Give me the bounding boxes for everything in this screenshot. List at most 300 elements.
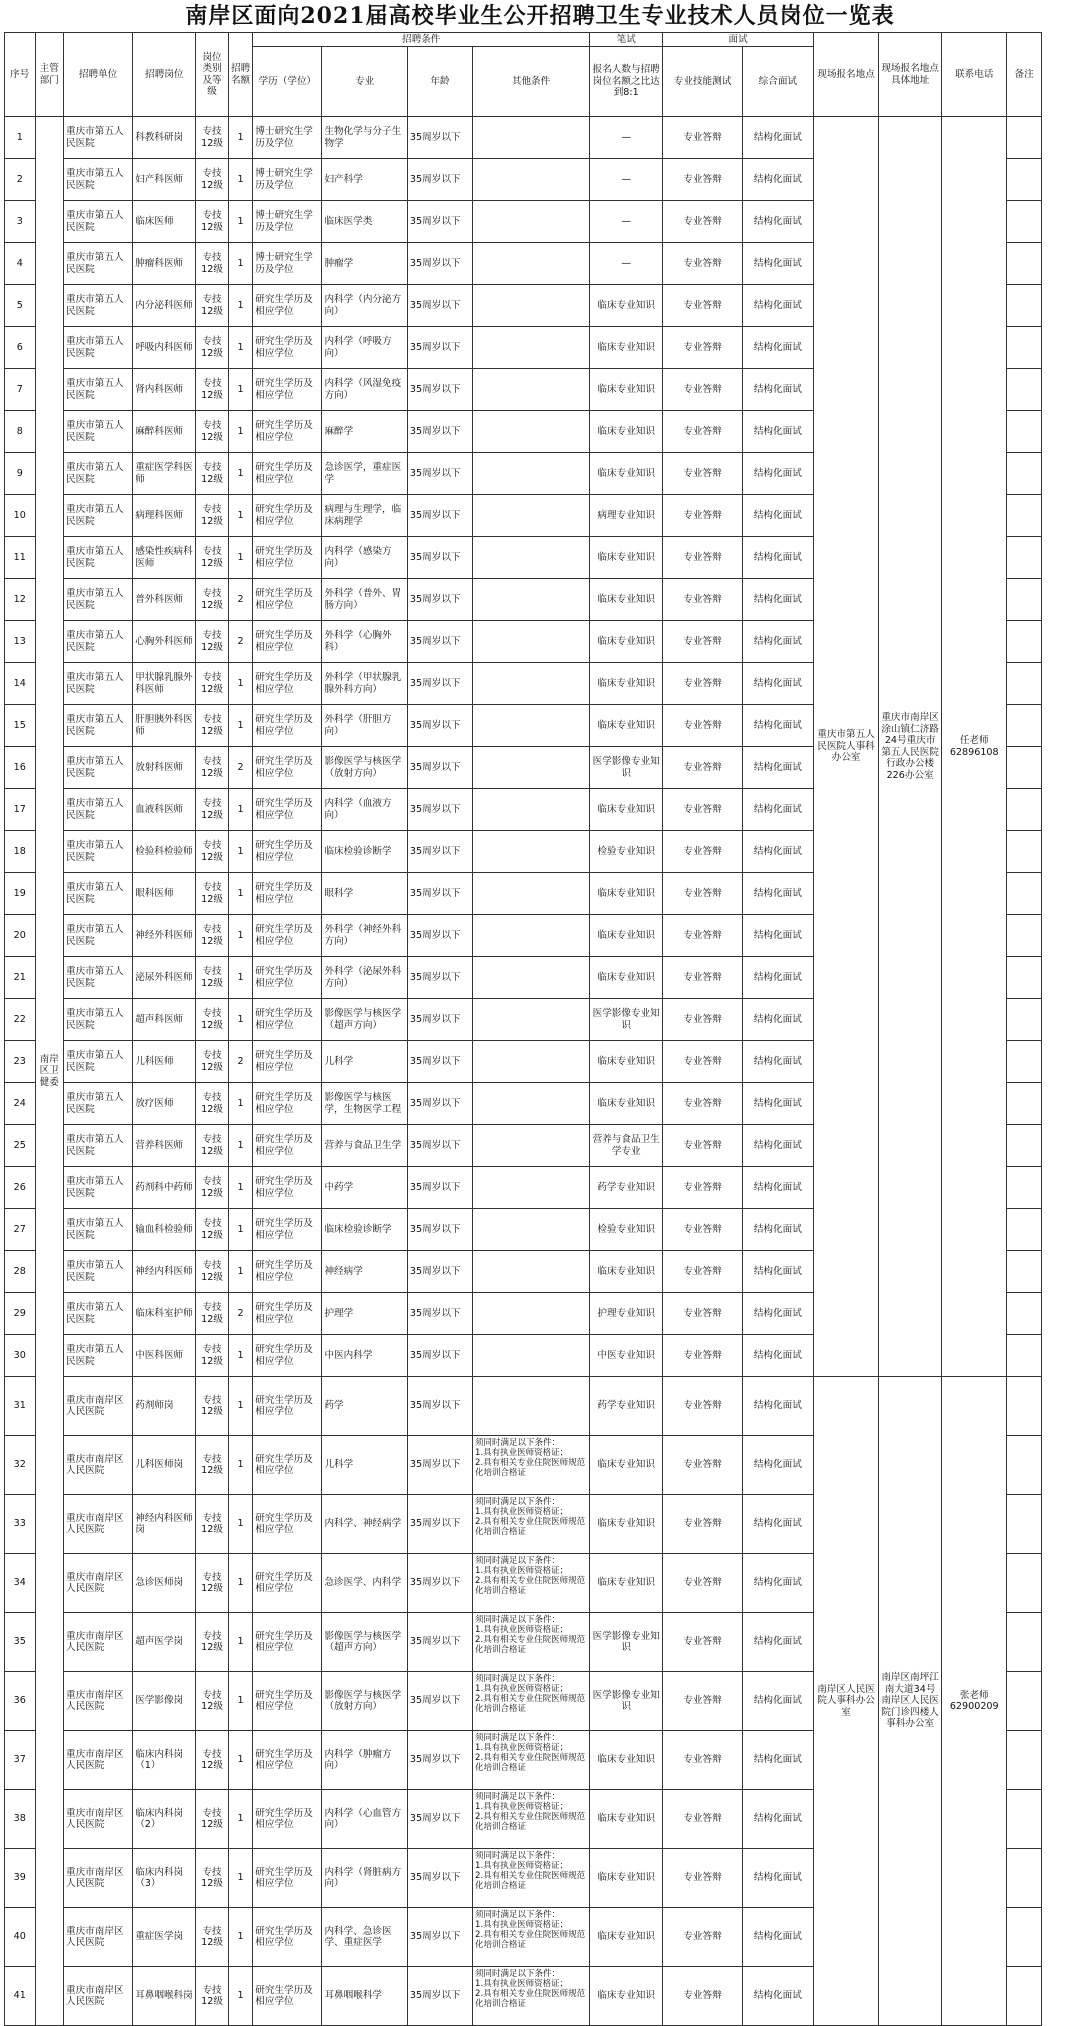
quota-cell: 1 <box>228 201 252 243</box>
other-conditions-cell <box>473 789 590 831</box>
major-cell: 急诊医学，重症医学 <box>322 453 407 495</box>
unit-cell: 重庆市第五人民医院 <box>64 327 133 369</box>
skill-test-cell: 专业答辩 <box>663 1967 742 2026</box>
row-number: 23 <box>5 1041 36 1083</box>
category-cell: 专技12级 <box>196 831 229 873</box>
education-cell: 研究生学历及相应学位 <box>253 1335 322 1377</box>
comprehensive-interview-cell: 结构化面试 <box>742 1908 813 1967</box>
age-cell: 35周岁以下 <box>407 831 472 873</box>
post-cell: 营养科医师 <box>133 1125 196 1167</box>
unit-cell: 重庆市南岸区人民医院 <box>64 1790 133 1849</box>
other-conditions-cell <box>473 705 590 747</box>
written-exam-cell: 临床专业知识 <box>590 453 663 495</box>
remark-cell <box>1007 873 1042 915</box>
age-cell: 35周岁以下 <box>407 1554 472 1613</box>
age-cell: 35周岁以下 <box>407 201 472 243</box>
major-cell: 内科学（血液方向） <box>322 789 407 831</box>
post-cell: 妇产科医师 <box>133 159 196 201</box>
major-cell: 妇产科学 <box>322 159 407 201</box>
category-cell: 专技12级 <box>196 1849 229 1908</box>
row-number: 28 <box>5 1251 36 1293</box>
category-cell: 专技12级 <box>196 537 229 579</box>
skill-test-cell: 专业答辩 <box>663 243 742 285</box>
category-cell: 专技12级 <box>196 1967 229 2026</box>
other-conditions-cell: 须同时满足以下条件： 1.具有执业医师资格证； 2.具有相关专业住院医师规范化培训合格证 <box>473 1436 590 1495</box>
major-cell: 内科学（呼吸方向） <box>322 327 407 369</box>
comprehensive-interview-cell: 结构化面试 <box>742 453 813 495</box>
unit-cell: 重庆市第五人民医院 <box>64 873 133 915</box>
row-number: 3 <box>5 201 36 243</box>
major-cell: 内科学、神经病学 <box>322 1495 407 1554</box>
education-cell: 研究生学历及相应学位 <box>253 915 322 957</box>
quota-cell: 2 <box>228 1041 252 1083</box>
category-cell: 专技12级 <box>196 663 229 705</box>
row-number: 30 <box>5 1335 36 1377</box>
post-cell: 神经外科医师 <box>133 915 196 957</box>
remark-cell <box>1007 1908 1042 1967</box>
education-cell: 研究生学历及相应学位 <box>253 1167 322 1209</box>
row-number: 6 <box>5 327 36 369</box>
category-cell: 专技12级 <box>196 411 229 453</box>
written-exam-cell: 护理专业知识 <box>590 1293 663 1335</box>
other-conditions-cell <box>473 327 590 369</box>
quota-cell: 1 <box>228 1967 252 2026</box>
skill-test-cell: 专业答辩 <box>663 327 742 369</box>
unit-cell: 重庆市第五人民医院 <box>64 705 133 747</box>
unit-cell: 重庆市第五人民医院 <box>64 789 133 831</box>
other-conditions-cell <box>473 1251 590 1293</box>
quota-cell: 1 <box>228 159 252 201</box>
remark-cell <box>1007 1672 1042 1731</box>
major-cell: 临床检验诊断学 <box>322 1209 407 1251</box>
row-number: 20 <box>5 915 36 957</box>
row-number: 40 <box>5 1908 36 1967</box>
unit-cell: 重庆市第五人民医院 <box>64 915 133 957</box>
comprehensive-interview-cell: 结构化面试 <box>742 621 813 663</box>
major-cell: 内科学（风湿免疫方向） <box>322 369 407 411</box>
written-exam-cell: 临床专业知识 <box>590 1083 663 1125</box>
major-cell: 外科学（神经外科方向） <box>322 915 407 957</box>
unit-cell: 重庆市南岸区人民医院 <box>64 1672 133 1731</box>
major-cell: 中药学 <box>322 1167 407 1209</box>
comprehensive-interview-cell: 结构化面试 <box>742 915 813 957</box>
written-exam-cell: 临床专业知识 <box>590 1790 663 1849</box>
skill-test-cell: 专业答辩 <box>663 579 742 621</box>
written-exam-cell: 临床专业知识 <box>590 621 663 663</box>
major-cell: 儿科学 <box>322 1041 407 1083</box>
comprehensive-interview-cell: 结构化面试 <box>742 201 813 243</box>
recruitment-table <box>4 32 1042 2026</box>
post-cell: 超声医学岗 <box>133 1613 196 1672</box>
remark-cell <box>1007 369 1042 411</box>
post-cell: 肝胆胰外科医师 <box>133 705 196 747</box>
quota-cell: 1 <box>228 327 252 369</box>
skill-test-cell: 专业答辩 <box>663 1083 742 1125</box>
education-cell: 研究生学历及相应学位 <box>253 873 322 915</box>
written-exam-cell: 医学影像专业知识 <box>590 1672 663 1731</box>
skill-test-cell: 专业答辩 <box>663 1335 742 1377</box>
skill-test-cell: 专业答辩 <box>663 1731 742 1790</box>
education-cell: 研究生学历及相应学位 <box>253 1672 322 1731</box>
age-cell: 35周岁以下 <box>407 159 472 201</box>
written-exam-cell: 检验专业知识 <box>590 831 663 873</box>
remark-cell <box>1007 915 1042 957</box>
other-conditions-cell <box>473 201 590 243</box>
row-number: 31 <box>5 1377 36 1436</box>
header-category: 岗位类别及等级 <box>196 33 229 117</box>
major-cell: 药学 <box>322 1377 407 1436</box>
quota-cell: 1 <box>228 411 252 453</box>
quota-cell: 1 <box>228 243 252 285</box>
site-cell: 南岸区人民医院人事科办公室 <box>813 1377 878 2026</box>
skill-test-cell: 专业答辩 <box>663 285 742 327</box>
unit-cell: 重庆市第五人民医院 <box>64 411 133 453</box>
unit-cell: 重庆市第五人民医院 <box>64 537 133 579</box>
education-cell: 研究生学历及相应学位 <box>253 537 322 579</box>
age-cell: 35周岁以下 <box>407 789 472 831</box>
remark-cell <box>1007 1554 1042 1613</box>
other-conditions-cell: 须同时满足以下条件： 1.具有执业医师资格证； 2.具有相关专业住院医师规范化培训合格证 <box>473 1908 590 1967</box>
row-number: 15 <box>5 705 36 747</box>
header-age: 年龄 <box>407 47 472 117</box>
other-conditions-cell <box>473 1167 590 1209</box>
quota-cell: 1 <box>228 1436 252 1495</box>
comprehensive-interview-cell: 结构化面试 <box>742 537 813 579</box>
phone-cell: 任老师62896108 <box>942 117 1007 1377</box>
post-cell: 临床内科岗（1） <box>133 1731 196 1790</box>
age-cell: 35周岁以下 <box>407 117 472 159</box>
age-cell: 35周岁以下 <box>407 1908 472 1967</box>
remark-cell <box>1007 663 1042 705</box>
remark-cell <box>1007 117 1042 159</box>
comprehensive-interview-cell: 结构化面试 <box>742 285 813 327</box>
comprehensive-interview-cell: 结构化面试 <box>742 957 813 999</box>
major-cell: 急诊医学、内科学 <box>322 1554 407 1613</box>
category-cell: 专技12级 <box>196 1083 229 1125</box>
skill-test-cell: 专业答辩 <box>663 1041 742 1083</box>
remark-cell <box>1007 1377 1042 1436</box>
other-conditions-cell <box>473 1377 590 1436</box>
major-cell: 内科学（内分泌方向） <box>322 285 407 327</box>
row-number: 19 <box>5 873 36 915</box>
remark-cell <box>1007 1125 1042 1167</box>
comprehensive-interview-cell: 结构化面试 <box>742 1377 813 1436</box>
written-exam-cell: 临床专业知识 <box>590 1495 663 1554</box>
age-cell: 35周岁以下 <box>407 663 472 705</box>
category-cell: 专技12级 <box>196 1554 229 1613</box>
header-seq: 序号 <box>5 33 36 117</box>
major-cell: 生物化学与分子生物学 <box>322 117 407 159</box>
skill-test-cell: 专业答辩 <box>663 117 742 159</box>
skill-test-cell: 专业答辩 <box>663 999 742 1041</box>
education-cell: 研究生学历及相应学位 <box>253 1293 322 1335</box>
skill-test-cell: 专业答辩 <box>663 201 742 243</box>
comprehensive-interview-cell: 结构化面试 <box>742 1125 813 1167</box>
skill-test-cell: 专业答辩 <box>663 1554 742 1613</box>
post-cell: 临床科室护师 <box>133 1293 196 1335</box>
post-cell: 普外科医师 <box>133 579 196 621</box>
row-number: 36 <box>5 1672 36 1731</box>
department-cell: 南岸区卫健委 <box>35 117 63 2026</box>
category-cell: 专技12级 <box>196 621 229 663</box>
remark-cell <box>1007 957 1042 999</box>
unit-cell: 重庆市第五人民医院 <box>64 243 133 285</box>
quota-cell: 1 <box>228 1495 252 1554</box>
row-number: 37 <box>5 1731 36 1790</box>
age-cell: 35周岁以下 <box>407 579 472 621</box>
row-number: 12 <box>5 579 36 621</box>
post-cell: 眼科医师 <box>133 873 196 915</box>
education-cell: 研究生学历及相应学位 <box>253 1554 322 1613</box>
age-cell: 35周岁以下 <box>407 537 472 579</box>
age-cell: 35周岁以下 <box>407 1790 472 1849</box>
header-education: 学历（学位） <box>253 47 322 117</box>
age-cell: 35周岁以下 <box>407 369 472 411</box>
other-conditions-cell <box>473 369 590 411</box>
category-cell: 专技12级 <box>196 453 229 495</box>
category-cell: 专技12级 <box>196 1731 229 1790</box>
quota-cell: 1 <box>228 537 252 579</box>
other-conditions-cell <box>473 537 590 579</box>
comprehensive-interview-cell: 结构化面试 <box>742 999 813 1041</box>
category-cell: 专技12级 <box>196 327 229 369</box>
post-cell: 超声科医师 <box>133 999 196 1041</box>
category-cell: 专技12级 <box>196 243 229 285</box>
skill-test-cell: 专业答辩 <box>663 1251 742 1293</box>
unit-cell: 重庆市第五人民医院 <box>64 1335 133 1377</box>
remark-cell <box>1007 537 1042 579</box>
education-cell: 博士研究生学历及学位 <box>253 117 322 159</box>
age-cell: 35周岁以下 <box>407 747 472 789</box>
row-number: 32 <box>5 1436 36 1495</box>
other-conditions-cell <box>473 831 590 873</box>
age-cell: 35周岁以下 <box>407 705 472 747</box>
category-cell: 专技12级 <box>196 1495 229 1554</box>
row-number: 22 <box>5 999 36 1041</box>
written-exam-cell: 检验专业知识 <box>590 1209 663 1251</box>
quota-cell: 1 <box>228 1377 252 1436</box>
post-cell: 肿瘤科医师 <box>133 243 196 285</box>
quota-cell: 1 <box>228 495 252 537</box>
unit-cell: 重庆市南岸区人民医院 <box>64 1554 133 1613</box>
remark-cell <box>1007 1731 1042 1790</box>
education-cell: 研究生学历及相应学位 <box>253 1083 322 1125</box>
other-conditions-cell: 须同时满足以下条件： 1.具有执业医师资格证； 2.具有相关专业住院医师规范化培训合格证 <box>473 1731 590 1790</box>
skill-test-cell: 专业答辩 <box>663 747 742 789</box>
skill-test-cell: 专业答辩 <box>663 705 742 747</box>
age-cell: 35周岁以下 <box>407 1335 472 1377</box>
skill-test-cell: 专业答辩 <box>663 1908 742 1967</box>
written-exam-cell: 病理专业知识 <box>590 495 663 537</box>
document-title: 南岸区面向2021届高校毕业生公开招聘卫生专业技术人员岗位一览表 <box>185 3 895 29</box>
post-cell: 内分泌科医师 <box>133 285 196 327</box>
category-cell: 专技12级 <box>196 1209 229 1251</box>
post-cell: 临床医师 <box>133 201 196 243</box>
remark-cell <box>1007 1041 1042 1083</box>
age-cell: 35周岁以下 <box>407 1293 472 1335</box>
post-cell: 放疗医师 <box>133 1083 196 1125</box>
remark-cell <box>1007 495 1042 537</box>
quota-cell: 1 <box>228 1613 252 1672</box>
unit-cell: 重庆市第五人民医院 <box>64 579 133 621</box>
header-skill-test: 专业技能测试 <box>663 47 742 117</box>
major-cell: 病理与生理学，临床病理学 <box>322 495 407 537</box>
other-conditions-cell <box>473 453 590 495</box>
quota-cell: 2 <box>228 747 252 789</box>
written-exam-cell: 营养与食品卫生学专业 <box>590 1125 663 1167</box>
post-cell: 病理科医师 <box>133 495 196 537</box>
education-cell: 研究生学历及相应学位 <box>253 1251 322 1293</box>
comprehensive-interview-cell: 结构化面试 <box>742 747 813 789</box>
header-major: 专业 <box>322 47 407 117</box>
written-exam-cell: 中医专业知识 <box>590 1335 663 1377</box>
category-cell: 专技12级 <box>196 1167 229 1209</box>
remark-cell <box>1007 999 1042 1041</box>
written-exam-cell: 临床专业知识 <box>590 705 663 747</box>
written-exam-cell: 临床专业知识 <box>590 411 663 453</box>
quota-cell: 2 <box>228 579 252 621</box>
category-cell: 专技12级 <box>196 579 229 621</box>
major-cell: 儿科学 <box>322 1436 407 1495</box>
category-cell: 专技12级 <box>196 1335 229 1377</box>
row-number: 29 <box>5 1293 36 1335</box>
skill-test-cell: 专业答辩 <box>663 873 742 915</box>
written-exam-cell: 临床专业知识 <box>590 789 663 831</box>
education-cell: 研究生学历及相应学位 <box>253 1613 322 1672</box>
other-conditions-cell <box>473 747 590 789</box>
written-exam-cell: 临床专业知识 <box>590 579 663 621</box>
education-cell: 研究生学历及相应学位 <box>253 1908 322 1967</box>
age-cell: 35周岁以下 <box>407 1613 472 1672</box>
age-cell: 35周岁以下 <box>407 1377 472 1436</box>
skill-test-cell: 专业答辩 <box>663 159 742 201</box>
major-cell: 临床检验诊断学 <box>322 831 407 873</box>
education-cell: 研究生学历及相应学位 <box>253 411 322 453</box>
category-cell: 专技12级 <box>196 1908 229 1967</box>
quota-cell: 1 <box>228 1125 252 1167</box>
row-number: 9 <box>5 453 36 495</box>
post-cell: 神经内科医师岗 <box>133 1495 196 1554</box>
unit-cell: 重庆市南岸区人民医院 <box>64 1613 133 1672</box>
row-number: 18 <box>5 831 36 873</box>
table-row <box>5 1377 1042 1436</box>
unit-cell: 重庆市南岸区人民医院 <box>64 1908 133 1967</box>
comprehensive-interview-cell: 结构化面试 <box>742 1613 813 1672</box>
post-cell: 麻醉科医师 <box>133 411 196 453</box>
category-cell: 专技12级 <box>196 789 229 831</box>
written-exam-cell: 临床专业知识 <box>590 663 663 705</box>
comprehensive-interview-cell: 结构化面试 <box>742 327 813 369</box>
row-number: 41 <box>5 1967 36 2026</box>
row-number: 25 <box>5 1125 36 1167</box>
skill-test-cell: 专业答辩 <box>663 1436 742 1495</box>
unit-cell: 重庆市第五人民医院 <box>64 1083 133 1125</box>
header-site-address: 现场报名地点具体地址 <box>879 33 942 117</box>
category-cell: 专技12级 <box>196 201 229 243</box>
major-cell: 内科学（肾脏病方向） <box>322 1849 407 1908</box>
row-number: 11 <box>5 537 36 579</box>
remark-cell <box>1007 789 1042 831</box>
unit-cell: 重庆市第五人民医院 <box>64 495 133 537</box>
written-exam-cell: 医学影像专业知识 <box>590 999 663 1041</box>
quota-cell: 1 <box>228 1251 252 1293</box>
remark-cell <box>1007 621 1042 663</box>
skill-test-cell: 专业答辩 <box>663 1613 742 1672</box>
age-cell: 35周岁以下 <box>407 957 472 999</box>
category-cell: 专技12级 <box>196 1293 229 1335</box>
row-number: 14 <box>5 663 36 705</box>
major-cell: 内科学（心血管方向） <box>322 1790 407 1849</box>
skill-test-cell: 专业答辩 <box>663 1790 742 1849</box>
skill-test-cell: 专业答辩 <box>663 915 742 957</box>
unit-cell: 重庆市南岸区人民医院 <box>64 1377 133 1436</box>
age-cell: 35周岁以下 <box>407 915 472 957</box>
quota-cell: 1 <box>228 915 252 957</box>
remark-cell <box>1007 327 1042 369</box>
comprehensive-interview-cell: 结构化面试 <box>742 663 813 705</box>
post-cell: 中医科医师 <box>133 1335 196 1377</box>
category-cell: 专技12级 <box>196 747 229 789</box>
education-cell: 研究生学历及相应学位 <box>253 789 322 831</box>
unit-cell: 重庆市第五人民医院 <box>64 831 133 873</box>
row-number: 33 <box>5 1495 36 1554</box>
header-written: 笔试 <box>590 33 663 47</box>
remark-cell <box>1007 579 1042 621</box>
comprehensive-interview-cell: 结构化面试 <box>742 831 813 873</box>
written-exam-cell: 临床专业知识 <box>590 1967 663 2026</box>
remark-cell <box>1007 243 1042 285</box>
unit-cell: 重庆市第五人民医院 <box>64 1167 133 1209</box>
major-cell: 肿瘤学 <box>322 243 407 285</box>
other-conditions-cell <box>473 1041 590 1083</box>
quota-cell: 1 <box>228 831 252 873</box>
comprehensive-interview-cell: 结构化面试 <box>742 1293 813 1335</box>
quota-cell: 1 <box>228 117 252 159</box>
skill-test-cell: 专业答辩 <box>663 1209 742 1251</box>
unit-cell: 重庆市第五人民医院 <box>64 1209 133 1251</box>
unit-cell: 重庆市第五人民医院 <box>64 159 133 201</box>
other-conditions-cell: 须同时满足以下条件： 1.具有执业医师资格证； 2.具有相关专业住院医师规范化培训合格证 <box>473 1613 590 1672</box>
written-exam-cell: 临床专业知识 <box>590 957 663 999</box>
post-cell: 放射科医师 <box>133 747 196 789</box>
major-cell: 影像医学与核医学（超声方向） <box>322 999 407 1041</box>
written-exam-cell: 临床专业知识 <box>590 1554 663 1613</box>
unit-cell: 重庆市第五人民医院 <box>64 1125 133 1167</box>
other-conditions-cell <box>473 957 590 999</box>
age-cell: 35周岁以下 <box>407 453 472 495</box>
row-number: 10 <box>5 495 36 537</box>
header-quota: 招聘名额 <box>228 33 252 117</box>
age-cell: 35周岁以下 <box>407 411 472 453</box>
unit-cell: 重庆市第五人民医院 <box>64 1251 133 1293</box>
quota-cell: 1 <box>228 453 252 495</box>
other-conditions-cell: 须同时满足以下条件： 1.具有执业医师资格证； 2.具有相关专业住院医师规范化培训合格证 <box>473 1554 590 1613</box>
major-cell: 麻醉学 <box>322 411 407 453</box>
comprehensive-interview-cell: 结构化面试 <box>742 243 813 285</box>
post-cell: 输血科检验师 <box>133 1209 196 1251</box>
category-cell: 专技12级 <box>196 159 229 201</box>
age-cell: 35周岁以下 <box>407 1251 472 1293</box>
age-cell: 35周岁以下 <box>407 327 472 369</box>
quota-cell: 1 <box>228 1672 252 1731</box>
quota-cell: 1 <box>228 1209 252 1251</box>
written-exam-cell: — <box>590 201 663 243</box>
age-cell: 35周岁以下 <box>407 1849 472 1908</box>
remark-cell <box>1007 1436 1042 1495</box>
other-conditions-cell <box>473 663 590 705</box>
quota-cell: 1 <box>228 1731 252 1790</box>
remark-cell <box>1007 1849 1042 1908</box>
